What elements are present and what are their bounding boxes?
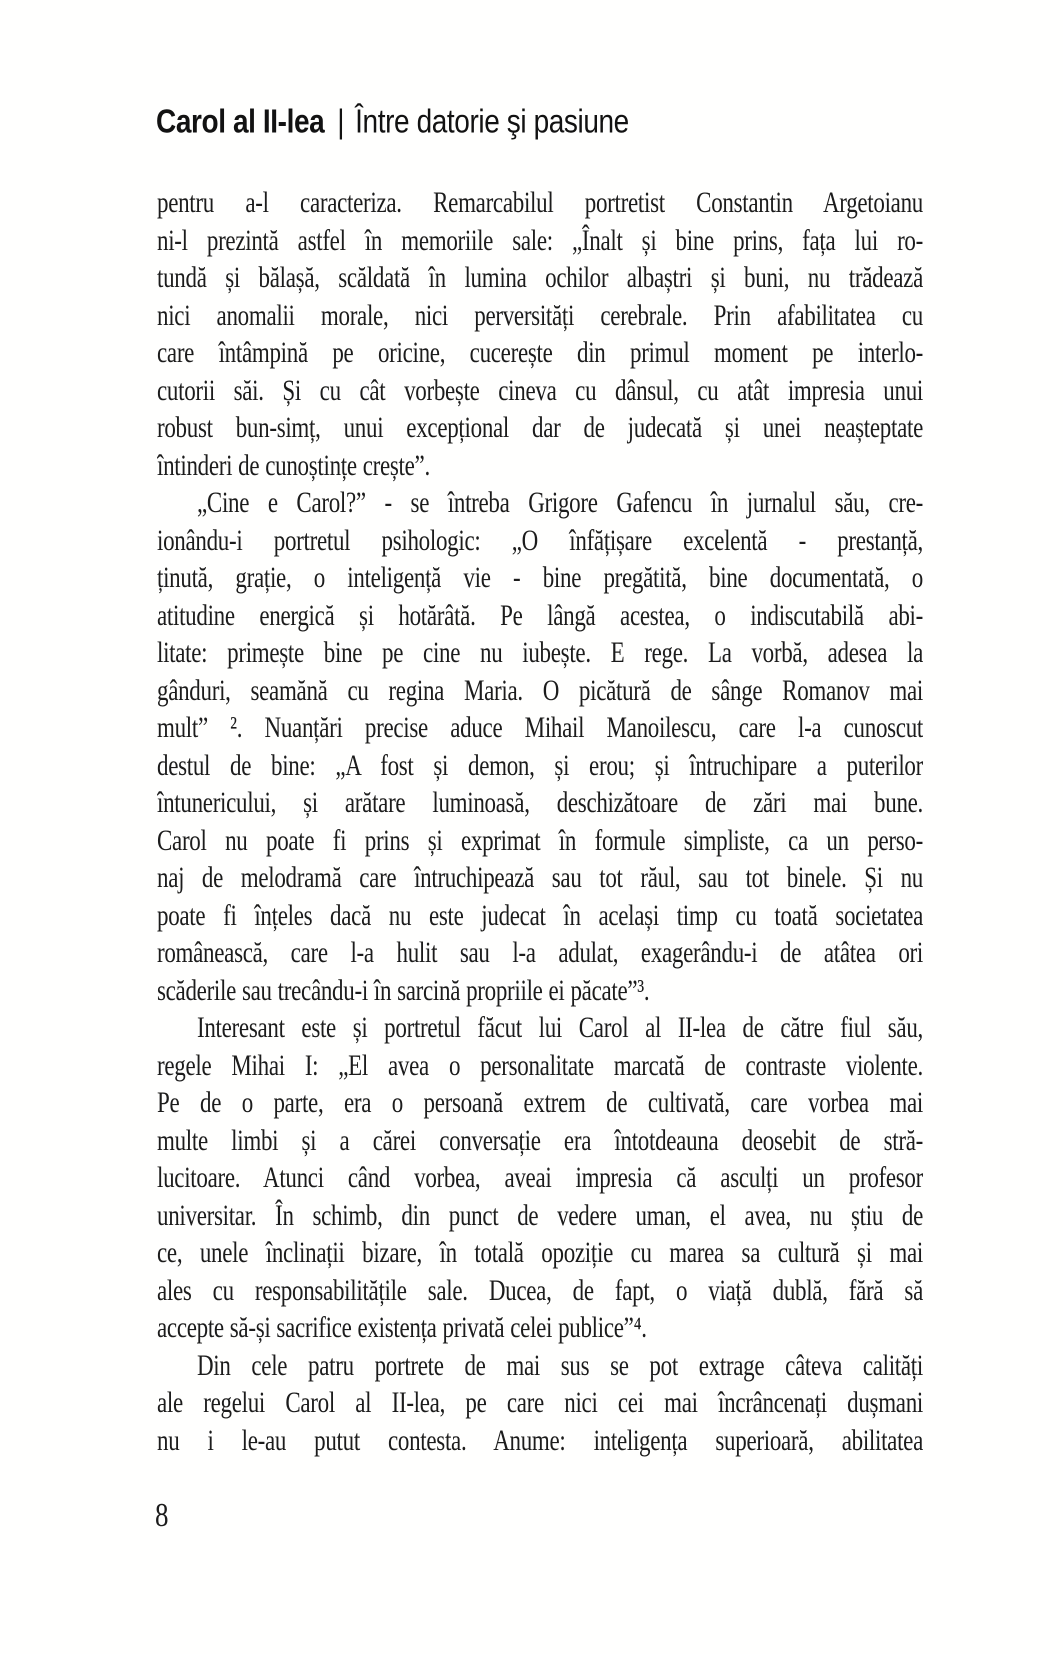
text-line: tundă și bălașă, scăldată în lumina ochilor albaștri și buni, nu trădează [157, 261, 923, 294]
text-line: Din cele patru portrete de mai sus se pot extrage câteva calități [197, 1348, 923, 1382]
text-line: care întâmpină pe oricine, cucerește din primul moment pe interlo- [157, 336, 923, 369]
text-line: cutorii săi. Și cu cât vorbește cineva cu dânsul, cu atât impresia unui [157, 373, 923, 407]
text-line: românească, care l-a hulit sau l-a adulat, exagerându-i de atâtea ori [157, 936, 923, 969]
text-line: regele Mihai I: „El avea o personalitate marcată de contraste violente. [157, 1048, 923, 1082]
text-line: Interesant este și portretul făcut lui Carol al II-lea de către fiul său, [197, 1011, 923, 1044]
text-line: poate fi înțeles dacă nu este judecat în același timp cu toată societatea [157, 898, 923, 932]
text-line: scăderile sau trecându-i în sarcină propriile ei păcate”³. [157, 973, 650, 1007]
text-line: Pe de o parte, era o persoană extrem de cultivată, care vorbea mai [157, 1086, 923, 1119]
text-line: Carol nu poate fi prins și exprimat în formule simpliste, ca un perso- [157, 823, 923, 857]
text-line: lucitoare. Atunci când vorbea, aveai impresia că asculți un profesor [157, 1161, 923, 1194]
text-line: nu i le-au putut contesta. Anume: inteligența superioară, abilitatea [157, 1423, 923, 1457]
header-separator: | [337, 103, 345, 140]
text-line: ce, unele înclinații bizare, în totală opoziție cu marea sa cultură și mai [157, 1236, 923, 1269]
text-line: întunericului, și arătare luminoasă, deschizătoare de zări mai bune. [157, 786, 923, 819]
text-line: gânduri, seamănă cu regina Maria. O picătură de sânge Romanov mai [157, 673, 923, 707]
paragraph [157, 484, 923, 1009]
text-line: litate: primește bine pe cine nu iubește. E rege. La vorbă, adesea la [157, 636, 923, 669]
text-line: nici anomalii morale, nici perversități cerebrale. Prin afabilitatea cu [157, 298, 923, 332]
running-header [156, 98, 629, 145]
paragraph [157, 1009, 923, 1347]
text-line: pentru a-l caracteriza. Remarcabilul portretist Constantin Argetoianu [157, 186, 923, 219]
text-line: multe limbi și a cărei conversație era întotdeauna deosebit de stră- [157, 1123, 923, 1157]
text-line: atitudine energică și hotărâtă. Pe lângă acestea, o indiscutabilă abi- [157, 598, 923, 632]
text-line: ni-l prezintă astfel în memoriile sale: „Înalt și bine prins, fața lui ro- [157, 223, 923, 257]
text-line: ales cu responsabilitățile sale. Ducea, de fapt, o viață dublă, fără să [157, 1273, 923, 1307]
text-line: accepte să-și sacrifice existența privată celei publice”⁴. [157, 1311, 647, 1344]
book-title: Carol al II-lea [156, 103, 325, 140]
text-line: universitar. În schimb, din punct de vedere uman, el avea, nu știu de [157, 1198, 923, 1232]
text-line: întinderi de cunoștințe crește”. [157, 448, 430, 482]
paragraph [157, 1347, 923, 1460]
text-line: ale regelui Carol al II-lea, pe care nici cei mai încrâncenați dușmani [157, 1386, 923, 1419]
chapter-title: Între datorie şi pasiune [355, 103, 629, 140]
text-line: ionându-i portretul psihologic: „O înfățișare excelentă - prestanță, [157, 523, 923, 557]
text-line: naj de melodramă care întruchipează sau tot răul, sau tot binele. Și nu [157, 861, 923, 894]
page-number: 8 [155, 1496, 169, 1534]
text-line: mult” ². Nuanțări precise aduce Mihail Manoilescu, care l-a cunoscut [157, 711, 923, 744]
body-text [157, 184, 923, 1459]
text-line: „Cine e Carol?” - se întreba Grigore Gafencu în jurnalul său, cre- [197, 486, 923, 519]
text-line: ținută, grație, o inteligență vie - bine pregătită, bine documentată, o [157, 561, 923, 594]
text-line: robust bun-simț, unui excepțional dar de judecată și unei neașteptate [157, 411, 923, 444]
paragraph [157, 184, 923, 484]
text-line: destul de bine: „A fost și demon, și erou; și întruchipare a puterilor [157, 748, 923, 782]
